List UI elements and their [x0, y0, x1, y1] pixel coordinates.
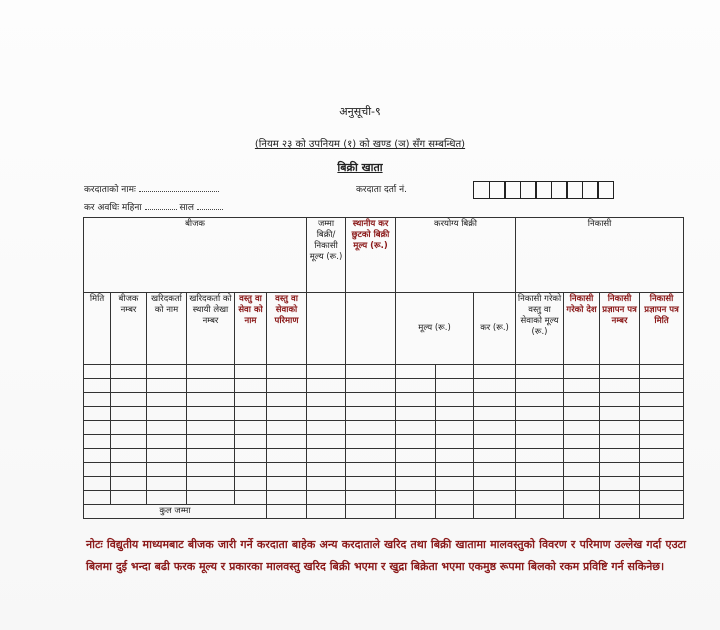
table-cell[interactable]	[396, 491, 436, 505]
table-cell[interactable]	[84, 379, 111, 393]
table-cell[interactable]	[147, 463, 187, 477]
table-cell[interactable]	[564, 421, 600, 435]
table-cell[interactable]	[187, 491, 235, 505]
table-cell[interactable]	[346, 421, 396, 435]
table-cell[interactable]	[187, 435, 235, 449]
tax-period-field	[84, 200, 223, 213]
registration-digit-box[interactable]	[520, 181, 537, 199]
table-cell[interactable]	[307, 407, 346, 421]
table-cell[interactable]	[564, 435, 600, 449]
table-cell[interactable]	[111, 407, 147, 421]
table-cell[interactable]	[396, 365, 436, 379]
sub-header-row	[84, 293, 684, 365]
table-row	[84, 449, 684, 463]
table-cell[interactable]	[235, 421, 267, 435]
table-cell[interactable]	[84, 491, 111, 505]
table-cell[interactable]	[187, 421, 235, 435]
table-cell[interactable]	[640, 491, 684, 505]
table-cell[interactable]	[84, 393, 111, 407]
table-cell[interactable]	[147, 393, 187, 407]
table-cell[interactable]	[235, 393, 267, 407]
registration-number-boxes	[473, 181, 613, 199]
taxpayer-name-label: करदाताको नामः	[84, 185, 136, 195]
table-cell[interactable]	[187, 407, 235, 421]
table-row	[84, 477, 684, 491]
registration-digit-box[interactable]	[582, 181, 599, 199]
table-cell[interactable]	[267, 463, 307, 477]
footnote: नोटः विद्युतीय माध्यमबाट बीजक जारी गर्ने करदाता बाहेक अन्य करदाताले खरिद तथा बिक्री खातामा मालवस्तुको विवरण र परिमाण उल्लेख गर्दा एउटा बिलमा दुई भन्दा बढी फरक मूल्य र प्रकारका मालवस्तु खरिद बिक्री भएमा र खुद्रा बिक्रेता भएमा एकमुष्ठ रूपमा बिलको रकम प्रविष्टि गर्न सकिनेछ।	[86, 538, 686, 573]
table-cell[interactable]	[600, 421, 640, 435]
total-row	[84, 505, 684, 519]
table-cell[interactable]	[267, 365, 307, 379]
table-cell[interactable]	[564, 393, 600, 407]
table-cell[interactable]	[346, 379, 396, 393]
table-cell[interactable]	[84, 407, 111, 421]
total-sales-cell	[307, 293, 346, 365]
local-exempt-header: स्थानीय कर छुटको बिक्री मूल्य (रू.)	[346, 218, 396, 293]
table-cell[interactable]	[267, 477, 307, 491]
table-cell[interactable]	[111, 449, 147, 463]
table-cell[interactable]	[396, 449, 436, 463]
table-cell[interactable]	[111, 463, 147, 477]
table-cell[interactable]	[307, 421, 346, 435]
table-cell[interactable]	[147, 435, 187, 449]
registration-digit-box[interactable]	[473, 181, 490, 199]
table-cell[interactable]	[474, 393, 516, 407]
table-cell[interactable]	[267, 407, 307, 421]
table-cell[interactable]	[307, 393, 346, 407]
table-cell[interactable]	[640, 449, 684, 463]
table-cell[interactable]	[600, 491, 640, 505]
year-label: साल	[179, 203, 194, 213]
table-cell[interactable]	[640, 435, 684, 449]
table-cell[interactable]	[111, 435, 147, 449]
registration-digit-box[interactable]	[597, 181, 614, 199]
table-cell[interactable]	[307, 463, 346, 477]
table-cell[interactable]	[187, 393, 235, 407]
table-cell[interactable]	[267, 421, 307, 435]
registration-digit-box[interactable]	[535, 181, 552, 199]
taxpayer-name-blank	[139, 183, 219, 192]
table-cell[interactable]	[147, 379, 187, 393]
export-cert-number-header: निकासी प्रज्ञापन पत्र नम्बर	[600, 293, 640, 365]
table-cell[interactable]	[84, 435, 111, 449]
table-cell[interactable]	[235, 491, 267, 505]
table-cell[interactable]	[111, 477, 147, 491]
table-cell[interactable]	[516, 463, 564, 477]
total-label: कुल जम्मा	[84, 505, 267, 519]
document-title: बिक्री खाता	[337, 161, 383, 174]
table-cell[interactable]	[147, 421, 187, 435]
table-cell[interactable]	[84, 365, 111, 379]
table-row	[84, 365, 684, 379]
taxable-sales-header: करयोग्य बिक्री	[396, 218, 516, 293]
table-cell[interactable]	[474, 449, 516, 463]
ledger-body	[84, 365, 684, 505]
table-cell[interactable]	[474, 463, 516, 477]
table-row	[84, 379, 684, 393]
table-cell[interactable]	[564, 379, 600, 393]
table-cell[interactable]	[396, 463, 436, 477]
table-cell[interactable]	[600, 407, 640, 421]
item-name-header: वस्तु वा सेवा को नाम	[235, 293, 267, 365]
table-cell[interactable]	[307, 477, 346, 491]
table-cell[interactable]	[147, 365, 187, 379]
table-cell[interactable]	[516, 393, 564, 407]
table-cell[interactable]	[516, 477, 564, 491]
tax-header: कर (रू.)	[474, 293, 516, 365]
table-cell[interactable]	[346, 491, 396, 505]
registration-digit-box[interactable]	[566, 181, 583, 199]
table-cell[interactable]	[564, 463, 600, 477]
buyer-pan-header: खरिदकर्ता को स्थायी लेखा नम्बर	[187, 293, 235, 365]
table-cell[interactable]	[396, 393, 436, 407]
table-cell[interactable]	[436, 421, 474, 435]
taxable-value-header: मूल्य (रू.)	[396, 293, 474, 365]
year-blank	[197, 201, 223, 210]
table-cell[interactable]	[436, 463, 474, 477]
table-cell[interactable]	[516, 365, 564, 379]
table-cell[interactable]	[600, 463, 640, 477]
period-month-label: कर अवधिः महिना	[84, 203, 142, 213]
table-cell[interactable]	[346, 435, 396, 449]
table-row	[84, 463, 684, 477]
table-cell[interactable]	[307, 365, 346, 379]
table-cell[interactable]	[84, 421, 111, 435]
table-cell[interactable]	[600, 379, 640, 393]
registration-digit-box[interactable]	[551, 181, 568, 199]
table-cell[interactable]	[564, 477, 600, 491]
table-cell[interactable]	[474, 435, 516, 449]
table-cell[interactable]	[640, 407, 684, 421]
table-cell[interactable]	[84, 463, 111, 477]
table-cell[interactable]	[564, 407, 600, 421]
table-cell[interactable]	[640, 393, 684, 407]
taxpayer-name-field	[84, 182, 219, 195]
table-row	[84, 421, 684, 435]
table-cell[interactable]	[267, 379, 307, 393]
export-cert-date-header: निकासी प्रज्ञापन पत्र मिति	[640, 293, 684, 365]
table-cell[interactable]	[396, 477, 436, 491]
table-cell[interactable]	[346, 449, 396, 463]
table-cell[interactable]	[564, 491, 600, 505]
table-cell[interactable]	[187, 365, 235, 379]
table-cell[interactable]	[84, 449, 111, 463]
table-cell[interactable]	[111, 365, 147, 379]
table-cell[interactable]	[474, 477, 516, 491]
table-cell[interactable]	[436, 379, 474, 393]
table-cell[interactable]	[474, 365, 516, 379]
table-cell[interactable]	[111, 421, 147, 435]
table-cell[interactable]	[600, 449, 640, 463]
total-sales-header: जम्मा बिक्री/निकासी मूल्य (रू.)	[307, 218, 346, 293]
table-cell[interactable]	[307, 379, 346, 393]
export-country-header: निकासी गरेको देश	[564, 293, 600, 365]
table-cell[interactable]	[474, 407, 516, 421]
table-cell[interactable]	[187, 449, 235, 463]
table-cell[interactable]	[564, 365, 600, 379]
table-cell[interactable]	[436, 365, 474, 379]
rule-reference: (नियम २३ को उपनियम (१) को खण्ड (ञ) सँग सम्बन्धित)	[254, 139, 466, 150]
table-cell[interactable]	[396, 407, 436, 421]
table-cell[interactable]	[267, 435, 307, 449]
table-row	[84, 491, 684, 505]
table-cell[interactable]	[147, 477, 187, 491]
export-value-header: निकासी गरेको वस्तु वा सेवाको मूल्य (रू.)	[516, 293, 564, 365]
table-cell[interactable]	[346, 463, 396, 477]
group-header-row	[84, 218, 684, 293]
local-exempt-cell	[346, 293, 396, 365]
table-cell[interactable]	[600, 477, 640, 491]
invoice-number-header: बीजक नम्बर	[111, 293, 147, 365]
table-cell[interactable]	[600, 365, 640, 379]
export-group-header: निकासी	[516, 218, 684, 293]
table-cell[interactable]	[516, 379, 564, 393]
table-cell[interactable]	[84, 477, 111, 491]
table-row	[84, 435, 684, 449]
table-cell[interactable]	[307, 435, 346, 449]
sales-ledger-table	[83, 217, 684, 519]
table-cell[interactable]	[346, 407, 396, 421]
table-cell[interactable]	[516, 407, 564, 421]
table-cell[interactable]	[436, 393, 474, 407]
table-cell[interactable]	[111, 379, 147, 393]
table-cell[interactable]	[307, 449, 346, 463]
table-cell[interactable]	[474, 379, 516, 393]
table-cell[interactable]	[600, 393, 640, 407]
registration-digit-box[interactable]	[504, 181, 521, 199]
table-cell[interactable]	[516, 421, 564, 435]
table-cell[interactable]	[436, 491, 474, 505]
table-cell[interactable]	[436, 407, 474, 421]
table-cell[interactable]	[640, 421, 684, 435]
table-cell[interactable]	[147, 449, 187, 463]
table-cell[interactable]	[307, 491, 346, 505]
table-cell[interactable]	[267, 393, 307, 407]
table-cell[interactable]	[396, 435, 436, 449]
table-cell[interactable]	[267, 491, 307, 505]
table-cell[interactable]	[516, 491, 564, 505]
table-cell[interactable]	[235, 435, 267, 449]
period-month-blank	[145, 201, 177, 210]
table-cell[interactable]	[346, 477, 396, 491]
registration-digit-box[interactable]	[489, 181, 506, 199]
table-cell[interactable]	[640, 379, 684, 393]
table-cell[interactable]	[640, 365, 684, 379]
table-cell[interactable]	[235, 365, 267, 379]
table-cell[interactable]	[267, 449, 307, 463]
table-cell[interactable]	[640, 463, 684, 477]
table-cell[interactable]	[235, 463, 267, 477]
table-cell[interactable]	[396, 379, 436, 393]
table-cell[interactable]	[187, 463, 235, 477]
date-header: मिति	[84, 293, 111, 365]
table-cell[interactable]	[235, 449, 267, 463]
table-cell[interactable]	[111, 491, 147, 505]
table-cell[interactable]	[436, 477, 474, 491]
table-cell[interactable]	[436, 449, 474, 463]
table-cell[interactable]	[516, 449, 564, 463]
table-cell[interactable]	[396, 421, 436, 435]
table-cell[interactable]	[640, 477, 684, 491]
table-cell[interactable]	[474, 421, 516, 435]
table-cell[interactable]	[187, 477, 235, 491]
table-cell[interactable]	[111, 393, 147, 407]
table-cell[interactable]	[346, 365, 396, 379]
table-cell[interactable]	[346, 393, 396, 407]
registration-label: करदाता दर्ता नं.	[356, 185, 407, 195]
table-cell[interactable]	[600, 435, 640, 449]
table-cell[interactable]	[147, 407, 187, 421]
table-row	[84, 393, 684, 407]
table-cell[interactable]	[516, 435, 564, 449]
table-row	[84, 407, 684, 421]
table-cell[interactable]	[235, 407, 267, 421]
table-cell[interactable]	[147, 491, 187, 505]
invoice-group-header: बीजक	[84, 218, 307, 293]
table-cell[interactable]	[436, 435, 474, 449]
item-quantity-header: वस्तु वा सेवाको परिमाण	[267, 293, 307, 365]
table-cell[interactable]	[187, 379, 235, 393]
table-cell[interactable]	[235, 379, 267, 393]
buyer-name-header: खरिदकर्ता को नाम	[147, 293, 187, 365]
table-cell[interactable]	[235, 477, 267, 491]
table-cell[interactable]	[474, 491, 516, 505]
table-cell[interactable]	[564, 449, 600, 463]
schedule-number: अनुसूची-९	[339, 105, 381, 118]
